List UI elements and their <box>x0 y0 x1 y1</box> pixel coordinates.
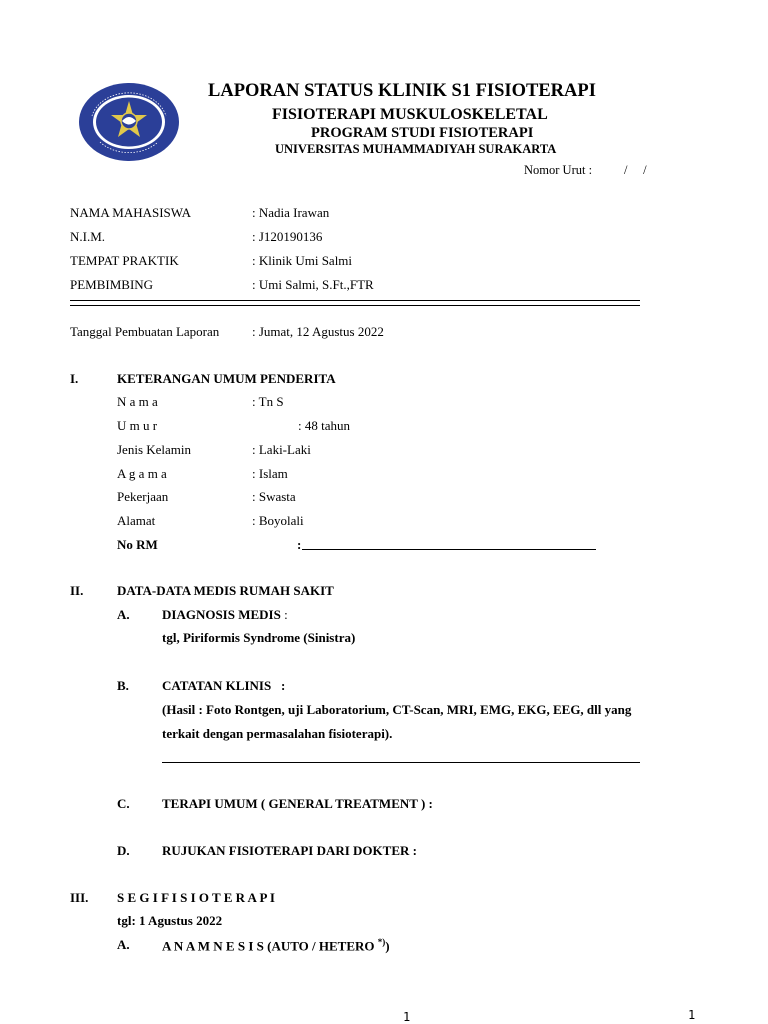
page-number-right: 1 <box>688 1008 696 1022</box>
doctor-referral-letter: D. <box>117 843 130 858</box>
patient-age-label: U m u r <box>117 418 158 433</box>
practice-place-value: : Klinik Umi Salmi <box>252 253 353 268</box>
anamnesis-letter: A. <box>117 937 130 952</box>
patient-address-label: Alamat <box>117 513 156 528</box>
patient-address-value: : Boyolali <box>252 513 304 528</box>
patient-job-value: : Swasta <box>252 489 296 504</box>
report-subtitle-3: UNIVERSITAS MUHAMMADIYAH SURAKARTA <box>275 142 557 156</box>
patient-name-label: N a m a <box>117 394 158 409</box>
nim-label: N.I.M. <box>70 229 106 244</box>
diagnosis-colon: : <box>280 607 288 622</box>
clinical-notes-line-1: (Hasil : Foto Rontgen, uji Laboratorium, CT-Scan, MRI, EMG, EKG, EEG, dll yang <box>162 702 632 717</box>
section-1-number: I. <box>70 371 79 386</box>
nim-value: : J120190136 <box>252 229 323 244</box>
general-treatment-letter: C. <box>117 796 130 811</box>
diagnosis-value: tgl, Piriformis Syndrome (Sinistra) <box>162 630 356 645</box>
practice-place-label: TEMPAT PRAKTIK <box>70 253 179 268</box>
doctor-referral-title: RUJUKAN FISIOTERAPI DARI DOKTER : <box>162 843 417 858</box>
section-2-number: II. <box>70 583 84 598</box>
patient-religion-value: : Islam <box>252 466 288 481</box>
supervisor-value: : Umi Salmi, S.Ft.,FTR <box>252 277 374 292</box>
clinical-notes-line-2: terkait dengan permasalahan fisioterapi). <box>162 726 393 741</box>
student-name-label: NAMA MAHASISWA <box>70 205 191 220</box>
report-date-label: Tanggal Pembuatan Laporan <box>70 324 220 339</box>
diagnosis-heading <box>162 607 288 623</box>
supervisor-label: PEMBIMBING <box>70 277 154 292</box>
diagnosis-letter: A. <box>117 607 130 622</box>
clinical-notes-title: CATATAN KLINIS : <box>162 678 286 693</box>
section-2-title: DATA-DATA MEDIS RUMAH SAKIT <box>117 583 334 598</box>
patient-job-label: Pekerjaan <box>117 489 169 504</box>
report-title: LAPORAN STATUS KLINIK S1 FISIOTERAPI <box>208 81 596 101</box>
nomor-urut-label: Nomor Urut : <box>524 163 593 177</box>
student-name-value: : Nadia Irawan <box>252 205 330 220</box>
report-subtitle-2: PROGRAM STUDI FISIOTERAPI <box>311 125 534 141</box>
section-3-title: S E G I F I S I O T E R A P I <box>117 890 275 905</box>
anamnesis-title: A N A M N E S I S (AUTO / HETERO <box>162 938 375 954</box>
clinical-notes-letter: B. <box>117 678 129 693</box>
patient-sex-label: Jenis Kelamin <box>117 442 192 457</box>
section-3-number: III. <box>70 890 89 905</box>
university-logo <box>78 82 180 162</box>
patient-age-value: : 48 tahun <box>298 418 350 433</box>
page-number-center: 1 <box>403 1010 411 1024</box>
anamnesis-close: ) <box>385 938 390 954</box>
no-rm-blank-line <box>302 549 596 550</box>
no-rm-colon: : <box>297 537 302 552</box>
double-divider <box>70 300 640 306</box>
patient-name-value: : Tn S <box>252 394 284 409</box>
clinical-notes-blank-line <box>162 762 640 763</box>
patient-sex-value: : Laki-Laki <box>252 442 311 457</box>
nomor-urut-value: / / <box>624 163 647 177</box>
report-subtitle-1: FISIOTERAPI MUSKULOSKELETAL <box>272 106 548 123</box>
general-treatment-title: TERAPI UMUM ( GENERAL TREATMENT ) : <box>162 796 433 811</box>
section-1-title: KETERANGAN UMUM PENDERITA <box>117 371 336 386</box>
diagnosis-title: DIAGNOSIS MEDIS <box>162 607 281 622</box>
no-rm-label: No RM <box>117 537 158 552</box>
patient-religion-label: A g a m a <box>117 466 167 481</box>
report-date-value: : Jumat, 12 Agustus 2022 <box>252 324 384 339</box>
section-3-date: tgl: 1 Agustus 2022 <box>117 913 223 928</box>
anamnesis-footnote-mark: *) <box>377 937 386 947</box>
anamnesis-heading <box>162 937 390 954</box>
